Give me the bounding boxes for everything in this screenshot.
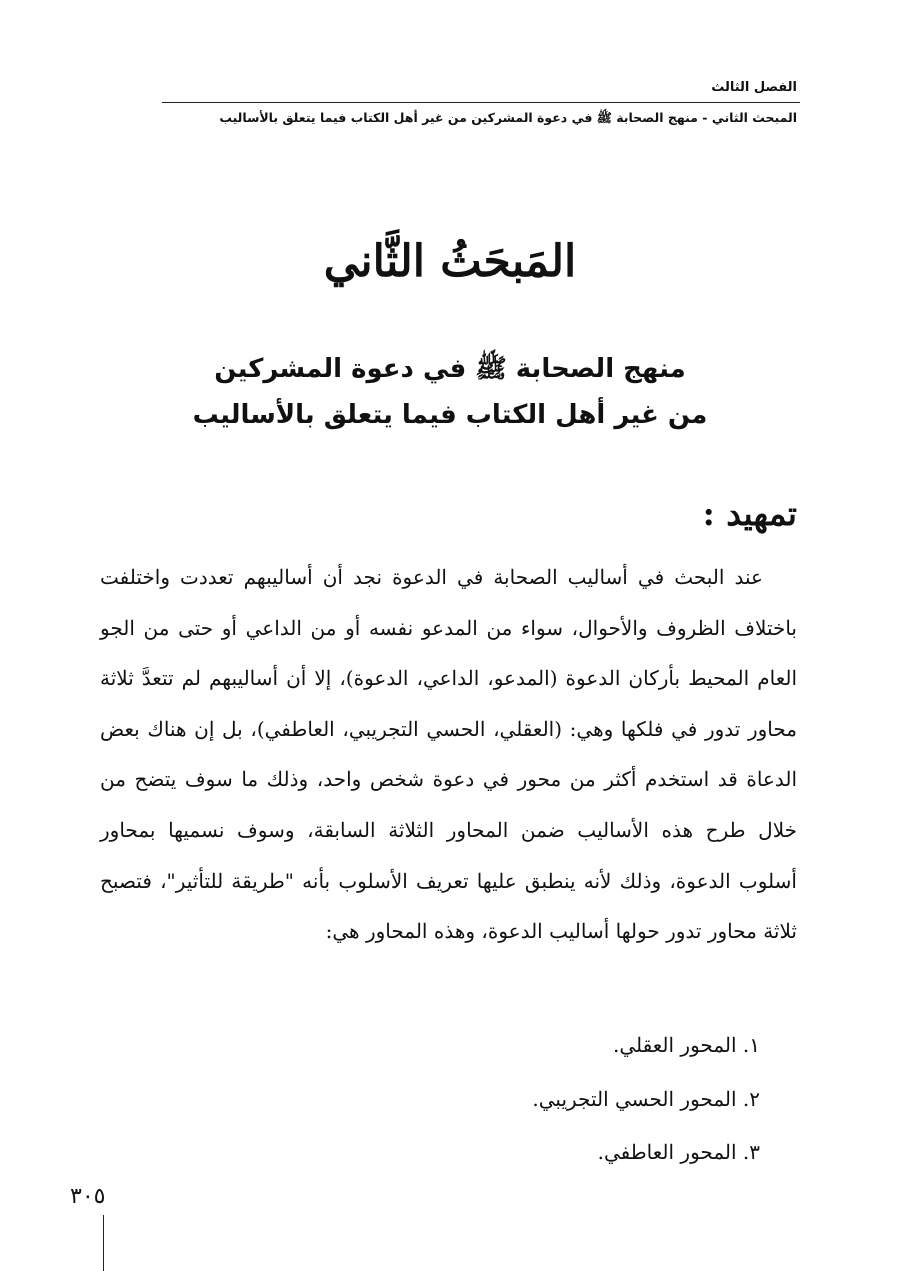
list-item: ٢. المحور الحسي التجريبي. (532, 1086, 760, 1111)
running-header-subtitle: المبحث الثاني - منهج الصحابة ﷺ في دعوة المشركين من غير أهل الكتاب فيما يتعلق بالأساليب (219, 110, 797, 125)
page-number: ٣٠٥ (70, 1184, 106, 1209)
axes-list (532, 1027, 760, 1188)
header-divider (162, 102, 800, 103)
running-header-chapter: الفصل الثالث (711, 80, 797, 95)
intro-heading: تمهيد : (702, 494, 797, 533)
list-item: ٣. المحور العاطفي. (597, 1140, 760, 1164)
body-paragraph: عند البحث في أساليب الصحابة في الدعوة نجد أن أساليبهم تعددت واختلفت باختلاف الظروف والأحوال، سواء من المدعو نفسه أو من الداعي أو حتى من الجو العام المحيط بأركان الدعوة (المدعو، الداعي، الدعوة)، إلا أن أساليبهم لم تتعدَّ ثلاثة محاور تدور في فلكها وهي: (العقلي، الحسي التجريبي، العاطفي)، بل إن هناك بعض الدعاة قد استخدم أكثر من محور في دعوة شخص واحد، وذلك ما سوف يتضح من خلال طرح هذه الأساليب ضمن المحاور الثلاثة السابقة، وسوف نسميها بمحاور أسلوب الدعوة، وذلك لأنه ينطبق عليها تعريف الأسلوب بأنه "طريقة للتأثير"، فتصبح ثلاثة محاور تدور حولها أساليب الدعوة، وهذه المحاور هي: (100, 565, 797, 944)
list-item: ١. المحور العقلي. (613, 1033, 760, 1057)
page-number-rule (103, 1215, 104, 1271)
section-title-line-2: من غير أهل الكتاب فيما يتعلق بالأساليب (192, 400, 708, 430)
section-title-line-1: منهج الصحابة ﷺ في دعوة المشركين (214, 354, 686, 384)
section-heading: المَبحَثُ الثَّاني (323, 236, 577, 287)
